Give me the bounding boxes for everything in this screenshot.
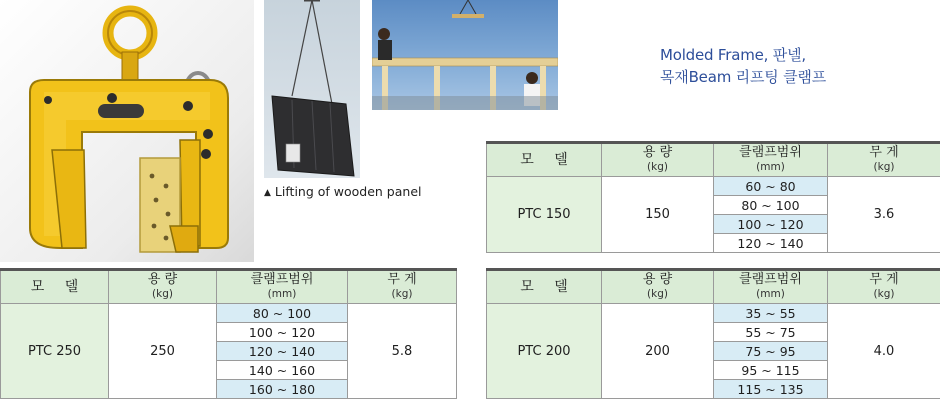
range-cell: 80 ~ 100 <box>714 196 828 215</box>
header-clamp-range: 클램프범위 (mm) <box>217 270 348 304</box>
spec-table-ptc200 <box>486 268 940 399</box>
header-capacity: 용 량 (kg) <box>602 270 714 304</box>
range-cell: 140 ~ 160 <box>217 361 348 380</box>
range-cell: 100 ~ 120 <box>217 323 348 342</box>
header-clamp-range: 클램프범위 (mm) <box>714 143 828 177</box>
clamp-illustration <box>0 0 254 262</box>
capacity-cell: 150 <box>602 177 714 253</box>
range-cell: 60 ~ 80 <box>714 177 828 196</box>
range-cell: 75 ~ 95 <box>714 342 828 361</box>
beam-construction-illustration <box>372 0 558 110</box>
range-cell: 115 ~ 135 <box>714 380 828 399</box>
header-weight: 무 게 (kg) <box>348 270 457 304</box>
photo-caption <box>264 184 422 199</box>
range-cell: 120 ~ 140 <box>217 342 348 361</box>
header-model: 모 델 <box>487 270 602 304</box>
model-cell: PTC 150 <box>487 177 602 253</box>
panel-lifting-illustration <box>264 0 360 178</box>
header-model: 모 델 <box>1 270 109 304</box>
range-cell: 95 ~ 115 <box>714 361 828 380</box>
weight-cell: 5.8 <box>348 304 457 399</box>
range-cell: 120 ~ 140 <box>714 234 828 253</box>
panel-lifting-photo <box>264 0 360 178</box>
capacity-cell: 250 <box>109 304 217 399</box>
caption-text: Lifting of wooden panel <box>274 184 422 199</box>
range-cell: 100 ~ 120 <box>714 215 828 234</box>
spec-table-ptc150 <box>486 141 940 253</box>
range-cell: 80 ~ 100 <box>217 304 348 323</box>
header-capacity: 용 량 (kg) <box>602 143 714 177</box>
title-line-2: 목재Beam 리프팅 클램프 <box>660 68 826 86</box>
title-line-1: Molded Frame, 판넬, <box>660 46 806 64</box>
capacity-cell: 200 <box>602 304 714 399</box>
weight-cell: 3.6 <box>828 177 940 253</box>
beam-construction-photo <box>372 0 558 110</box>
range-cell: 55 ~ 75 <box>714 323 828 342</box>
weight-cell: 4.0 <box>828 304 940 399</box>
range-cell: 160 ~ 180 <box>217 380 348 399</box>
model-cell: PTC 250 <box>1 304 109 399</box>
range-cell: 35 ~ 55 <box>714 304 828 323</box>
product-title <box>660 44 826 88</box>
header-weight: 무 게 (kg) <box>828 270 940 304</box>
model-cell: PTC 200 <box>487 304 602 399</box>
header-capacity: 용 량 (kg) <box>109 270 217 304</box>
clamp-product-photo <box>0 0 254 262</box>
header-model: 모 델 <box>487 143 602 177</box>
spec-table-ptc250 <box>0 268 457 399</box>
header-weight: 무 게 (kg) <box>828 143 940 177</box>
triangle-marker-icon: ▲ <box>264 188 271 198</box>
header-clamp-range: 클램프범위 (mm) <box>714 270 828 304</box>
